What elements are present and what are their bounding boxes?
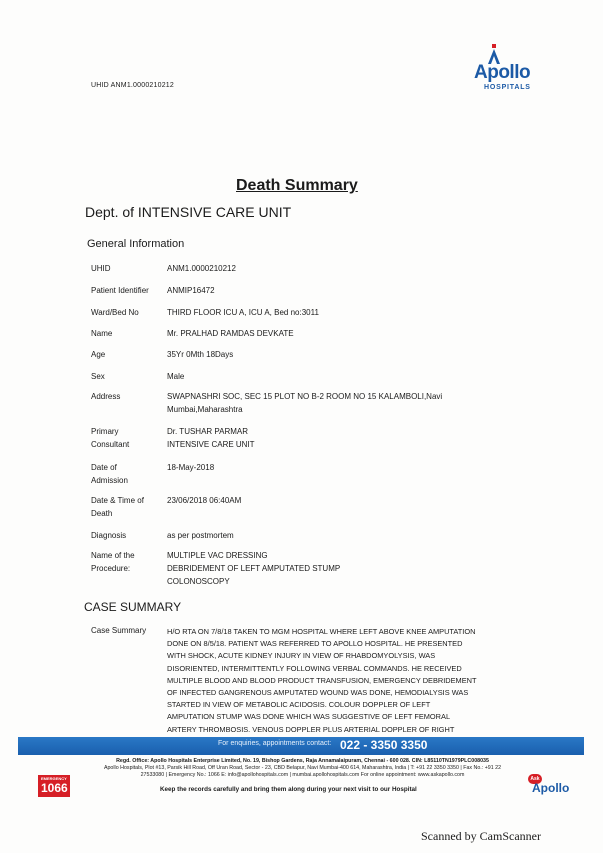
info-row-label-line: Ward/Bed No — [91, 308, 139, 317]
info-row-label — [91, 549, 161, 575]
info-row-value-line: Male — [167, 372, 185, 381]
camscanner-watermark: Scanned by CamScanner — [421, 829, 541, 843]
info-row-value-line: 35Yr 0Mth 18Days — [167, 350, 234, 359]
contact-line: 27533080 | Emergency No.: 1066 E: info@apollohospitals.com | mumbai.apollohospitals.com For online appointment: www.askapollo.com — [140, 772, 465, 778]
case-summary-label: Case Summary — [91, 626, 147, 635]
info-row-value-line: Dr. TUSHAR PARMAR — [167, 427, 249, 436]
case-summary-line: ARTERY THROMBOSIS. VENOUS DOPPLER PLUS ARTERIAL DOPPLER OF RIGHT — [167, 724, 455, 734]
info-row-value — [167, 549, 507, 588]
info-row-label-line: Name of the — [91, 551, 135, 560]
info-row-label — [91, 370, 161, 383]
case-summary-line: DONE ON 8/5/18. PATIENT WAS REFERRED TO APOLLO HOSPITAL. HE PRESENTED — [167, 639, 463, 649]
enquiry-band — [18, 737, 584, 755]
registered-office-line: Regd. Office: Apollo Hospitals Enterprise Limited, No. 19, Bishop Gardens, Raja Annamalaipuram, Chennai - 600 028. CIN: L85110TN1979PLC008035 — [116, 758, 489, 764]
info-row-value — [167, 370, 507, 383]
case-summary-line: STARTED IN VIEW OF METABOLIC ACIDOSIS. COLOUR DOPPLER OF LEFT — [167, 700, 431, 710]
info-row-value — [167, 494, 507, 507]
info-row-value-line: Mr. PRALHAD RAMDAS DEVKATE — [167, 329, 294, 338]
info-row-value-line: as per postmortem — [167, 531, 234, 540]
logo-word: Apollo — [474, 62, 531, 83]
enquiry-text: For enquiries, appointments contact: — [218, 740, 332, 747]
info-row-label — [91, 494, 161, 520]
info-row-label-line: Primary — [91, 427, 119, 436]
info-row-label-line: Date of — [91, 463, 117, 472]
enquiry-phone: 022 - 3350 3350 — [340, 738, 428, 752]
info-row-label — [91, 425, 161, 451]
info-row-label — [91, 348, 161, 361]
info-row-value-line: ANM1.0000210212 — [167, 264, 236, 273]
document-title: Death Summary — [236, 177, 358, 194]
info-row-value — [167, 284, 507, 297]
keep-records-note: Keep the records carefully and bring them along during your next visit to our Hospital — [160, 786, 417, 793]
info-row-label-line: Address — [91, 392, 121, 401]
ask-bubble: Ask — [528, 774, 542, 784]
info-row-value-line: COLONOSCOPY — [167, 577, 230, 586]
info-row-label-line: Admission — [91, 476, 128, 485]
info-row-label — [91, 284, 161, 297]
info-row-value — [167, 529, 507, 542]
info-row-label-line: UHID — [91, 264, 111, 273]
info-row-value — [167, 348, 507, 361]
info-row-label-line: Age — [91, 350, 106, 359]
hospital-address-line: Apollo Hospitals, Plot #13, Parsik Hill Road, Off Uran Road, Sector - 23, CBD Belapur, Navi Mumbai-400 614, Maharashtra, India | T: +91 22 3350 3350 | Fax No.: +91 22 — [103, 765, 502, 771]
info-row-label — [91, 461, 161, 487]
info-row-label-line: Consultant — [91, 440, 130, 449]
ask-apollo-word: Apollo — [532, 781, 570, 795]
case-summary-line: MULTIPLE BLOOD AND BLOOD PRODUCT TRANSFUSION, EMERGENCY DEBRIDEMENT — [167, 675, 477, 685]
case-summary-line: AMPUTATION STUMP WAS DONE WHICH WAS SUGGESTIVE OF LEFT FEMORAL — [167, 712, 451, 722]
ask-apollo-logo — [528, 774, 578, 800]
general-information-heading: General Information — [87, 238, 185, 250]
info-row-label — [91, 529, 161, 542]
logo-subtitle: HOSPITALS — [484, 84, 531, 91]
info-row-label-line: Sex — [91, 372, 105, 381]
info-row-value-line: INTENSIVE CARE UNIT — [167, 440, 255, 449]
emergency-badge — [38, 775, 70, 797]
header-uhid: UHID ANM1.0000210212 — [91, 82, 174, 89]
case-summary-heading: CASE SUMMARY — [84, 600, 182, 614]
case-summary-line: OF INFECTED GANGRENOUS AMPUTATED WOUND WAS DONE, HEMODIALYSIS WAS — [167, 688, 469, 698]
info-row-value-line: Mumbai,Maharashtra — [167, 405, 243, 414]
info-row-value — [167, 327, 507, 340]
info-row-value-line: MULTIPLE VAC DRESSING — [167, 551, 268, 560]
info-row-value — [167, 390, 507, 416]
info-row-label-line: Date & Time of — [91, 496, 144, 505]
info-row-label-line: Patient Identifier — [91, 286, 149, 295]
info-row-label — [91, 327, 161, 340]
info-row-label-line: Name — [91, 329, 113, 338]
info-row-label — [91, 306, 161, 319]
case-summary-line: DISORIENTED, INTERMITTENTLY FOLLOWING VERBAL COMMANDS. HE RECEIVED — [167, 663, 462, 673]
info-row-value-line: ANMIP16472 — [167, 286, 215, 295]
case-summary-text — [167, 626, 537, 736]
info-row-value — [167, 461, 507, 474]
info-row-value-line: SWAPNASHRI SOC, SEC 15 PLOT NO B-2 ROOM NO 15 KALAMBOLI,Navi — [167, 392, 443, 401]
info-row-value-line: 18-May-2018 — [167, 463, 215, 472]
apollo-hospitals-logo — [474, 44, 554, 99]
case-summary-line: WITH SHOCK, ACUTE KIDNEY INJURY IN VIEW OF RHABDOMYOLYSIS, WAS — [167, 651, 436, 661]
info-row-value — [167, 306, 507, 319]
emergency-number: 1066 — [41, 781, 68, 795]
info-row-label — [91, 390, 161, 403]
info-row-value — [167, 262, 507, 275]
case-summary-line: H/O RTA ON 7/8/18 TAKEN TO MGM HOSPITAL WHERE LEFT ABOVE KNEE AMPUTATION — [167, 627, 476, 636]
info-row-value-line: 23/06/2018 06:40AM — [167, 496, 242, 505]
emergency-label: EMERGENCY — [41, 776, 67, 781]
info-row-label-line: Procedure: — [91, 564, 131, 573]
department-heading: Dept. of INTENSIVE CARE UNIT — [85, 204, 292, 220]
info-row-label-line: Diagnosis — [91, 531, 127, 540]
info-row-value — [167, 425, 507, 451]
info-row-value-line: THIRD FLOOR ICU A, ICU A, Bed no:3011 — [167, 308, 319, 317]
info-row-value-line: DEBRIDEMENT OF LEFT AMPUTATED STUMP — [167, 564, 341, 573]
info-row-label-line: Death — [91, 509, 113, 518]
info-row-label — [91, 262, 161, 275]
